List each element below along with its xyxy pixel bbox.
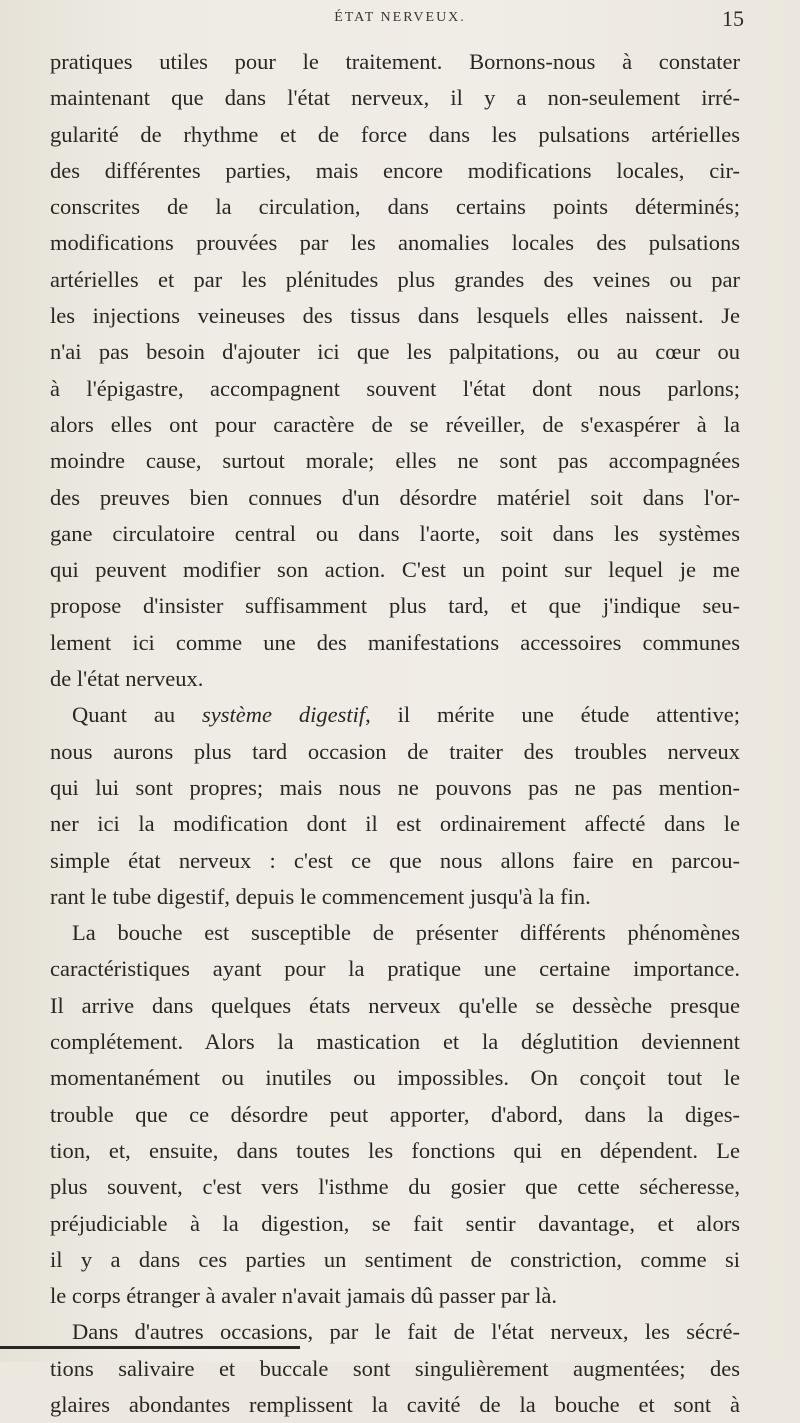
text-line-segment: glaires abondantes remplissent la cavité de la bouche et sont à — [50, 1391, 740, 1417]
text-line — [50, 697, 740, 733]
text-line — [50, 44, 740, 80]
text-line-segment: conscrites de la circulation, dans certains points déterminés; — [50, 194, 740, 220]
text-line-segment: propose d'insister suffisamment plus tard, et que j'indique seu- — [50, 593, 740, 619]
text-line-segment: qui peuvent modifier son action. C'est un point sur lequel je me — [50, 557, 740, 583]
text-line-segment: simple état nerveux : c'est ce que nous allons faire en parcou- — [50, 847, 740, 873]
text-line — [50, 843, 740, 879]
text-line-segment: moindre cause, surtout morale; elles ne sont pas accompagnées — [50, 448, 740, 474]
text-line-segment: momentanément ou inutiles ou impossibles. On conçoit tout le — [50, 1065, 740, 1091]
text-line-segment: préjudiciable à la digestion, se fait sentir davantage, et alors — [50, 1210, 740, 1236]
text-line-segment: trouble que ce désordre peut apporter, d'abord, dans la diges- — [50, 1101, 740, 1127]
text-line-segment: rant le tube digestif, depuis le commencement jusqu'à la fin. — [50, 883, 591, 909]
text-line — [50, 1024, 740, 1060]
text-line-segment: n'ai pas besoin d'ajouter ici que les palpitations, ou au cœur ou — [50, 339, 740, 365]
text-line-segment: de l'état nerveux. — [50, 666, 204, 692]
text-line — [50, 443, 740, 479]
text-line — [50, 552, 740, 588]
text-line-segment: des différentes parties, mais encore modifications locales, cir- — [50, 157, 740, 183]
text-line — [50, 189, 740, 225]
text-line — [50, 915, 740, 951]
text-line — [50, 117, 740, 153]
text-line-segment: tions salivaire et buccale sont singulièrement augmentées; des — [50, 1355, 740, 1381]
text-line-segment: plus souvent, c'est vers l'isthme du gosier que cette sécheresse, — [50, 1174, 740, 1200]
text-line-segment: il y a dans ces parties un sentiment de constriction, comme si — [50, 1246, 740, 1272]
text-line-segment: nous aurons plus tard occasion de traiter des troubles nerveux — [50, 738, 740, 764]
text-line — [50, 1133, 740, 1169]
text-line — [50, 770, 740, 806]
text-line-segment: gularité de rhythme et de force dans les pulsations artérielles — [50, 121, 740, 147]
text-line — [50, 1387, 740, 1423]
text-line — [50, 1060, 740, 1096]
text-line-segment: le corps étranger à avaler n'avait jamais dû passer par là. — [50, 1283, 557, 1309]
text-line — [50, 480, 740, 516]
text-line — [50, 1278, 740, 1314]
page-number: 15 — [722, 6, 744, 31]
text-line — [50, 661, 740, 697]
text-line-segment: gane circulatoire central ou dans l'aorte, soit dans les systèmes — [50, 520, 740, 546]
text-line-segment: , il mérite une étude attentive; — [365, 702, 740, 728]
text-line-segment: Dans d'autres occasions, par le fait de l'état nerveux, les sécré- — [72, 1319, 740, 1345]
text-line — [50, 225, 740, 261]
body-text — [50, 44, 740, 1423]
text-line — [50, 1206, 740, 1242]
text-line — [50, 334, 740, 370]
text-line-segment: complétement. Alors la mastication et la déglutition deviennent — [50, 1029, 740, 1055]
bottom-rule — [0, 1346, 300, 1349]
text-line — [50, 80, 740, 116]
text-line-segment: La bouche est susceptible de présenter différents phénomènes — [72, 920, 740, 946]
text-line-segment: modifications prouvées par les anomalies locales des pulsations — [50, 230, 740, 256]
text-line — [50, 371, 740, 407]
text-line-segment: qui lui sont propres; mais nous ne pouvons pas ne pas mention- — [50, 774, 740, 800]
text-line-segment: tion, et, ensuite, dans toutes les fonctions qui en dépendent. Le — [50, 1137, 740, 1163]
running-title: ÉTAT NERVEUX. — [334, 10, 466, 25]
text-line — [50, 262, 740, 298]
text-line — [50, 806, 740, 842]
text-line — [50, 407, 740, 443]
italic-term: système digestif — [201, 702, 366, 728]
text-line — [50, 879, 740, 915]
text-line-segment: caractéristiques ayant pour la pratique une certaine importance. — [50, 956, 740, 982]
text-line — [50, 988, 740, 1024]
text-line-segment: les injections veineuses des tissus dans lesquels elles naissent. Je — [50, 303, 740, 329]
text-line — [50, 516, 740, 552]
text-line-segment: Il arrive dans quelques états nerveux qu'elle se dessèche presque — [50, 992, 740, 1018]
text-line — [50, 153, 740, 189]
text-line — [50, 1351, 740, 1387]
text-line — [50, 1169, 740, 1205]
running-head — [0, 4, 800, 30]
text-line — [50, 298, 740, 334]
text-line — [50, 1097, 740, 1133]
text-line-segment: lement ici comme une des manifestations accessoires communes — [50, 629, 740, 655]
text-line-segment: ner ici la modification dont il est ordinairement affecté dans le — [50, 811, 740, 837]
text-line — [50, 734, 740, 770]
text-line-segment: alors elles ont pour caractère de se réveiller, de s'exaspérer à la — [50, 411, 740, 437]
text-line-segment: maintenant que dans l'état nerveux, il y a non-seulement irré- — [50, 85, 740, 111]
text-line-segment: pratiques utiles pour le traitement. Bornons-nous à constater — [50, 49, 740, 74]
text-line-segment: des preuves bien connues d'un désordre matériel soit dans l'or- — [50, 484, 740, 510]
text-line — [50, 588, 740, 624]
text-line-segment: artérielles et par les plénitudes plus grandes des veines ou par — [50, 266, 740, 292]
text-line — [50, 625, 740, 661]
text-line-segment: à l'épigastre, accompagnent souvent l'état dont nous parlons; — [50, 375, 740, 401]
text-line-segment: Quant au — [72, 702, 202, 728]
text-line — [50, 1242, 740, 1278]
text-line — [50, 951, 740, 987]
